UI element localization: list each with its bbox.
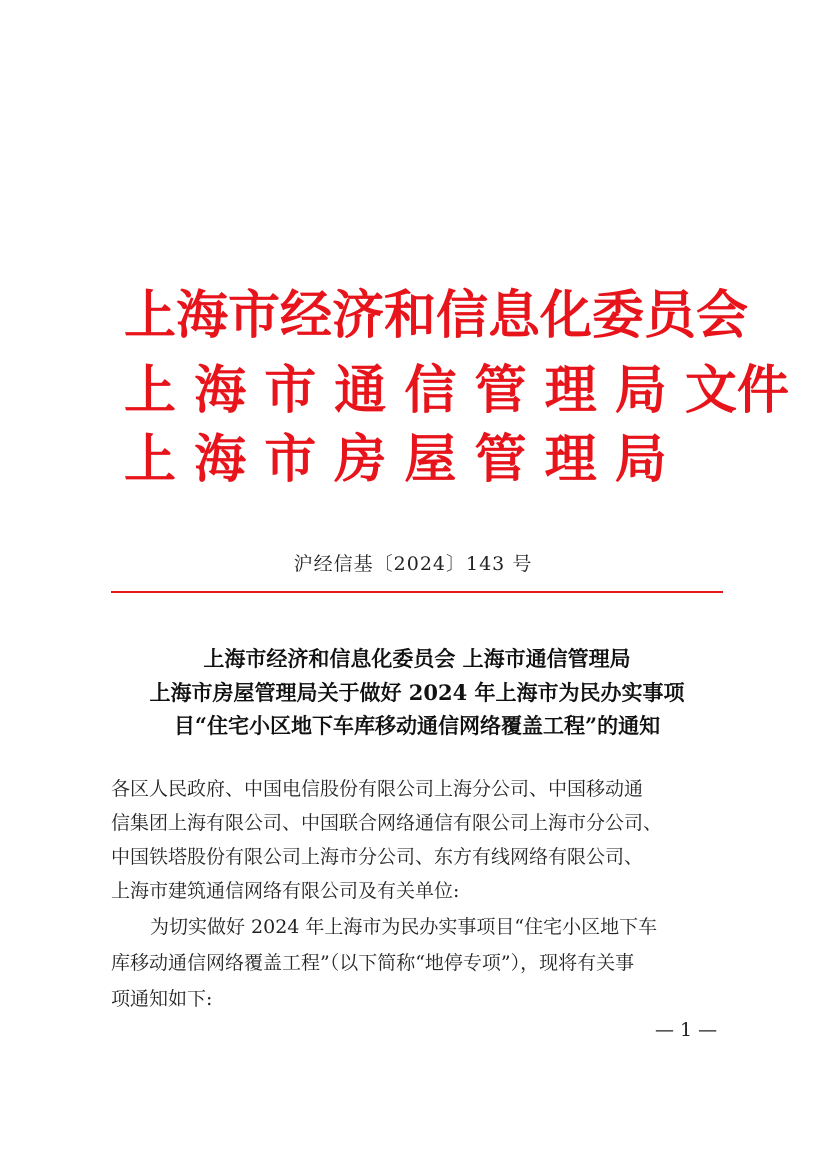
red-separator-line [111,591,723,593]
recipients-line-4: 上海市建筑通信网络有限公司及有关单位: [111,880,460,902]
paragraph-line-1: 为切实做好 2024 年上海市为民办实事项目“住宅小区地下车 [150,916,658,938]
document-title-line-1: 上海市经济和信息化委员会 上海市通信管理局 [203,646,631,671]
page-number: — 1 — [655,1019,718,1041]
issuer-line-communications-administration: 上 海 市 通 信 管 理 局 文件 [124,360,789,421]
document-title-line-3: 目“住宅小区地下车库移动通信网络覆盖工程”的通知 [173,713,661,738]
recipients-line-1: 各区人民政府、中国电信股份有限公司上海分公司、中国移动通 [111,778,644,800]
recipients-line-3: 中国铁塔股份有限公司上海市分公司、东方有线网络有限公司、 [111,846,644,868]
document-title-line-2: 上海市房屋管理局关于做好 2024 年上海市为民办实事项 [149,680,685,705]
recipients-line-2: 信集团上海有限公司、中国联合网络通信有限公司上海市分公司、 [111,812,663,834]
issuer-line-economy-commission: 上海市经济和信息化委员会 [124,285,749,346]
issuer-line-housing-administration: 上 海 市 房 屋 管 理 局 [124,429,667,490]
paragraph-line-3: 项通知如下: [111,988,213,1010]
document-number: 沪经信基〔2024〕143 号 [293,553,533,575]
paragraph-line-2: 库移动通信网络覆盖工程”（以下简称“地停专项”），现将有关事 [111,952,635,974]
